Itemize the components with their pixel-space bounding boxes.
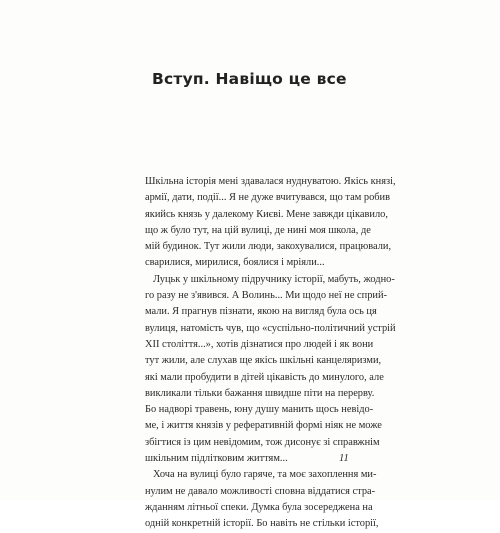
text-line: які мали пробудити в дітей цікавість до минулого, але	[145, 371, 384, 383]
text-line: Луцьк у шкільному підручнику історії, мабуть, жодно-	[153, 273, 395, 285]
text-line: го разу не з'явився. А Волинь... Ми щодо неї не сприй-	[145, 290, 387, 302]
text-line: тут жили, але слухав ще якісь шкільні канцеляризми,	[145, 355, 382, 367]
text-line: Хоча на вулиці було гаряче, та моє захоплення ми-	[153, 469, 377, 481]
page-number: 11	[339, 453, 349, 464]
body-text	[145, 174, 396, 533]
text-line: ме, і життя князів у реферативній формі ніяк не може	[145, 420, 382, 432]
text-line: мали. Я прагнув пізнати, якою на вигляд була ось ця	[145, 306, 377, 318]
text-line: якийсь князь у далекому Києві. Мене завжди цікавило,	[145, 208, 388, 220]
text-line: вулиця, натомість чув, що «суспільно-політичний устрій	[145, 322, 396, 334]
text-line: збігтися із цим невідомим, тож дисонує зі справжнім	[145, 436, 380, 448]
text-line: шкільним підлітковим життям...	[145, 453, 288, 465]
text-line: Бо надворі травень, юну душу манить щось невідо-	[145, 404, 374, 416]
text-line: одній конкретній історії. Бо навіть не стільки історії,	[145, 518, 379, 530]
text-line: Шкільна історія мені здавалася нуднуватою. Якісь князі,	[145, 176, 396, 187]
text-line: XII століття...», хотів дізнатися про людей і як вони	[145, 338, 374, 350]
text-line: сварилися, мирилися, боялися і мріяли...	[145, 257, 325, 269]
chapter-title: Вступ. Навіщо це все	[152, 70, 347, 88]
text-line: армії, дати, події... Я не дуже вчитувався, що там робив	[145, 192, 391, 204]
text-line: мій будинок. Тут жили люди, закохувалися, працювали,	[145, 241, 392, 253]
text-line: нулим не давало можливості сповна віддатися стра-	[145, 485, 376, 497]
text-line: викликали тільки бажання швидше піти на перерву.	[145, 387, 375, 399]
text-line: жданням літньої спеки. Думка була зосереджена на	[145, 501, 373, 513]
text-line: що ж було тут, на цій вулиці, де нині моя школа, де	[145, 224, 371, 236]
